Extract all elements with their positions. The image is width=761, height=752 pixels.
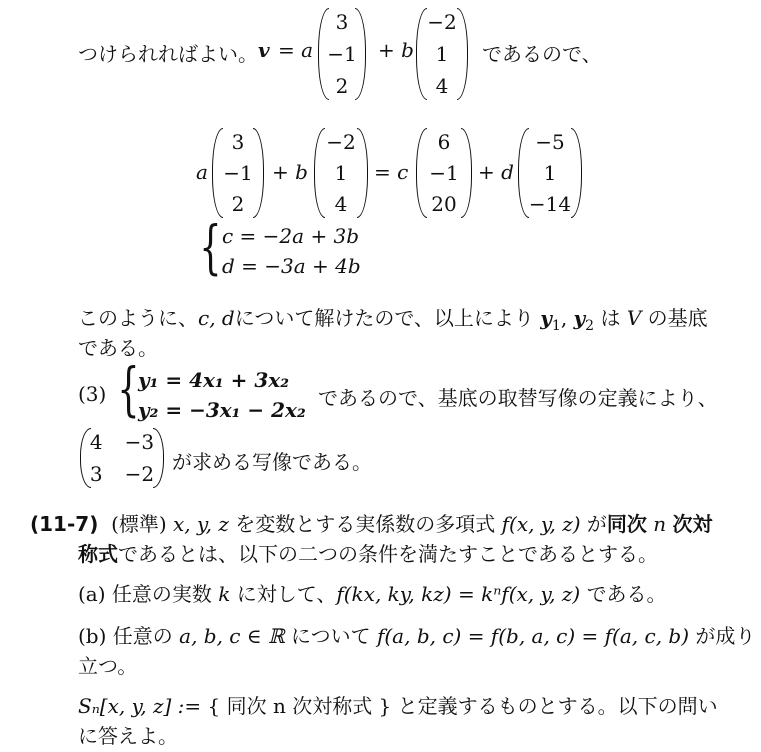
eq2-eq-c: = c: [374, 160, 409, 184]
part3-eq1: y₁ = 4x₁ + 3x₂: [138, 368, 289, 392]
bold-text: 称式: [78, 542, 118, 566]
result-matrix: [80, 428, 164, 488]
text: の基底: [647, 306, 708, 330]
math: f(x, y, z): [501, 512, 581, 536]
math-set: { 同次 n 次対称式 }: [207, 694, 392, 718]
text: 任意の: [112, 624, 173, 648]
vector-A: [212, 128, 264, 218]
part3-brace: {: [117, 355, 140, 423]
vector-2: [416, 8, 468, 100]
problem-line2: [78, 538, 658, 567]
bold-text: 同次: [606, 512, 647, 536]
after-matrix: が求める写像である。: [172, 450, 372, 474]
vector-v: v: [258, 38, 270, 62]
matrix-row: [90, 462, 154, 486]
math-cd: c, d: [198, 306, 235, 330]
problem-line1: [30, 508, 713, 537]
cell: 6: [437, 130, 451, 154]
cell: −1: [223, 161, 253, 185]
text: が成り: [695, 624, 756, 648]
cell: −5: [535, 130, 565, 154]
cell: −3: [124, 430, 155, 454]
system-brace: {: [199, 213, 222, 281]
vector-D: [518, 128, 582, 218]
eq-a: = a: [278, 38, 314, 62]
eq2-plus-b: + b: [272, 160, 308, 184]
text: について: [291, 624, 371, 648]
plus-b: + b: [378, 38, 414, 62]
system-line2: d = −3a + 4b: [222, 254, 361, 278]
part3-eq2: y₂ = −3x₁ − 2x₂: [138, 398, 306, 422]
math-y2: y: [573, 306, 586, 330]
problem-number: (11-7): [30, 512, 99, 536]
vector-1: [318, 8, 366, 100]
math-V: V: [626, 306, 642, 330]
cell: 2: [231, 192, 245, 216]
cell: −1: [327, 42, 357, 66]
label: (b): [78, 624, 107, 648]
cell: 3: [335, 10, 349, 34]
definition: [78, 690, 718, 719]
text: について解けたので、以上により: [234, 306, 534, 330]
text: と定義するものとする。以下の問い: [397, 694, 718, 718]
cell: 3: [231, 130, 245, 154]
cell: 1: [435, 42, 449, 66]
math: f(kx, ky, kz) = kⁿf(x, y, z): [336, 582, 581, 606]
bold-text: 次対: [672, 512, 713, 536]
problem-level: (標準): [111, 512, 167, 536]
math: a, b, c ∈ ℝ: [179, 624, 285, 648]
text: であるとは、以下の二つの条件を満たすことであるとする。: [118, 542, 658, 566]
cell: 2: [335, 74, 349, 98]
part3-label: (3): [78, 382, 107, 406]
comma: ,: [560, 306, 568, 330]
math: Sₙ[x, y, z] :=: [78, 694, 202, 718]
system-line1: c = −2a + 3b: [222, 224, 360, 248]
cell: −2: [124, 462, 155, 486]
vector-C: [416, 128, 472, 218]
condition-a: [78, 578, 667, 607]
cell: 4: [435, 74, 449, 98]
math-y1: y: [540, 306, 552, 330]
math-k: k: [218, 582, 231, 606]
text: に対して、: [236, 582, 337, 606]
line1-lead: つけられればよい。: [78, 42, 258, 66]
vector-B: [314, 128, 368, 218]
para1-line2: である。: [78, 336, 158, 360]
part3-tail: であるので、基底の取替写像の定義により、: [318, 386, 718, 410]
cell: 1: [334, 161, 348, 185]
math: f(a, b, c) = f(b, a, c) = f(a, c, b): [376, 624, 690, 648]
line1-tail: であるので、: [482, 42, 602, 66]
text: このように、: [78, 306, 198, 330]
text: が: [586, 512, 607, 536]
eq2-plus-d: + d: [478, 160, 514, 184]
cell: 20: [431, 192, 457, 216]
math: x, y, z: [173, 512, 229, 536]
text: 任意の実数: [111, 582, 212, 606]
subscript: 1: [551, 318, 561, 334]
cell: 3: [89, 462, 103, 486]
condition-b-line2: 立つ。: [78, 654, 138, 678]
cell: 1: [543, 161, 557, 185]
eq2-a: a: [196, 160, 208, 184]
cell: −14: [528, 192, 572, 216]
label: (a): [78, 582, 106, 606]
cell: −2: [326, 130, 356, 154]
text: である。: [586, 582, 667, 606]
cell: 4: [89, 430, 103, 454]
para1-line1: [78, 302, 708, 334]
text: を変数とする実係数の多項式: [235, 512, 496, 536]
definition-line2: に答えよ。: [78, 724, 178, 748]
cell: −2: [427, 10, 457, 34]
matrix-row: [90, 430, 154, 454]
cell: 4: [334, 192, 348, 216]
subscript: 2: [585, 318, 595, 334]
math-n: n: [653, 512, 667, 536]
cell: −1: [429, 161, 459, 185]
text: は: [600, 306, 621, 330]
condition-b: [78, 620, 755, 649]
